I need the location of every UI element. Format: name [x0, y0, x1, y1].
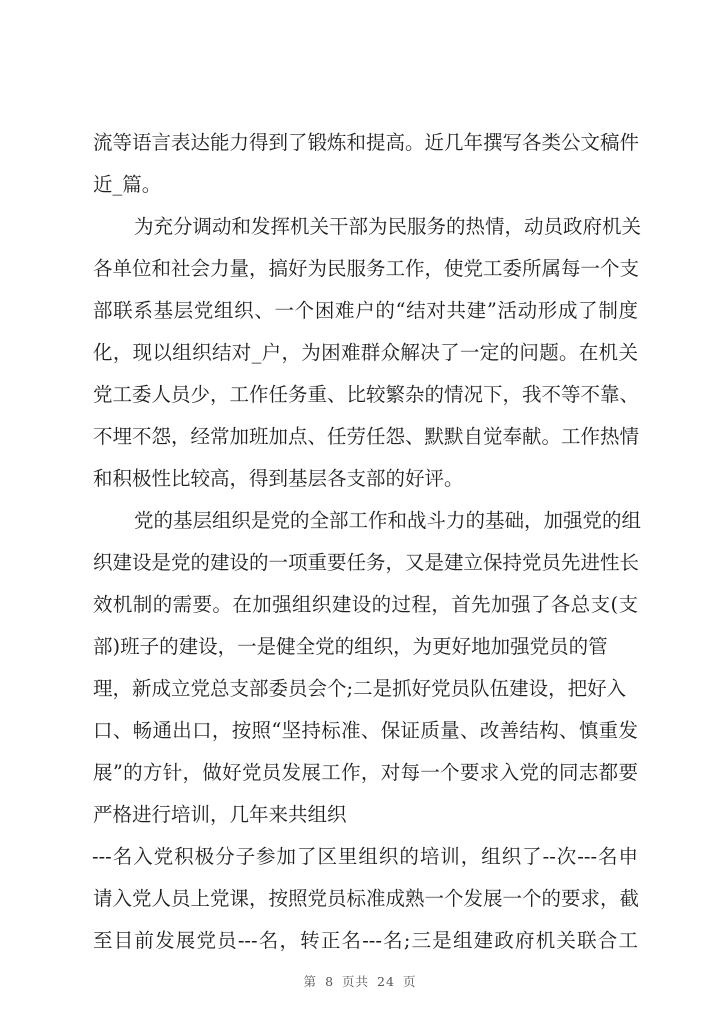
text-line: 各单位和社会力量，搞好为民服务工作，使党工委所属每一个支 [93, 257, 640, 280]
text-line: 为充分调动和发挥机关干部为民服务的热情，动员政府机关 [134, 215, 642, 238]
text-line: 展”的方针，做好党员发展工作，对每一个要求入党的同志都要 [93, 761, 638, 784]
text-line: 理，新成立党总支部委员会个;二是抓好党员队伍建设，把好入 [93, 677, 627, 700]
text-line: 近_篇。 [93, 173, 162, 196]
footer-page-number: 8 [325, 974, 335, 989]
text-line: 党工委人员少，工作任务重、比较繁杂的情况下，我不等不靠、 [93, 383, 640, 406]
text-line: 部联系基层党组织、一个困难户的“结对共建”活动形成了制度 [93, 299, 638, 322]
text-line: 请入党人员上党课，按照党员标准成熟一个发展一个的要求，截 [93, 887, 640, 910]
page-footer [0, 972, 720, 990]
footer-middle: 页共 [342, 974, 370, 989]
text-line: 化，现以组织结对_户，为困难群众解决了一定的问题。在机关 [93, 341, 638, 364]
text-line: 严格进行培训，几年来共组织 [93, 803, 347, 826]
footer-prefix: 第 [303, 974, 318, 989]
text-line: 部)班子的建设，一是健全党的组织，为更好地加强党员的管 [93, 635, 608, 658]
text-line: 和积极性比较高，得到基层各支部的好评。 [93, 467, 464, 490]
text-line: 流等语言表达能力得到了锻炼和提高。近几年撰写各类公文稿件 [93, 131, 640, 154]
text-line: 党的基层组织是党的全部工作和战斗力的基础，加强党的组 [134, 509, 642, 532]
text-line: 不埋不怨，经常加班加点、任劳任怨、默默自觉奉献。工作热情 [93, 425, 640, 448]
text-line: 织建设是党的建设的一项重要任务，又是建立保持党员先进性长 [93, 551, 640, 574]
text-line: 效机制的需要。在加强组织建设的过程，首先加强了各总支(支 [93, 593, 638, 616]
text-line: ---名入党积极分子参加了区里组织的培训，组织了--次---名申 [92, 845, 638, 868]
text-line: 口、畅通出口，按照“坚持标准、保证质量、改善结构、慎重发 [93, 719, 638, 742]
footer-total-pages: 24 [377, 974, 395, 989]
footer-suffix: 页 [402, 974, 417, 989]
text-line: 至目前发展党员---名，转正名---名;三是组建政府机关联合工 [93, 929, 638, 952]
